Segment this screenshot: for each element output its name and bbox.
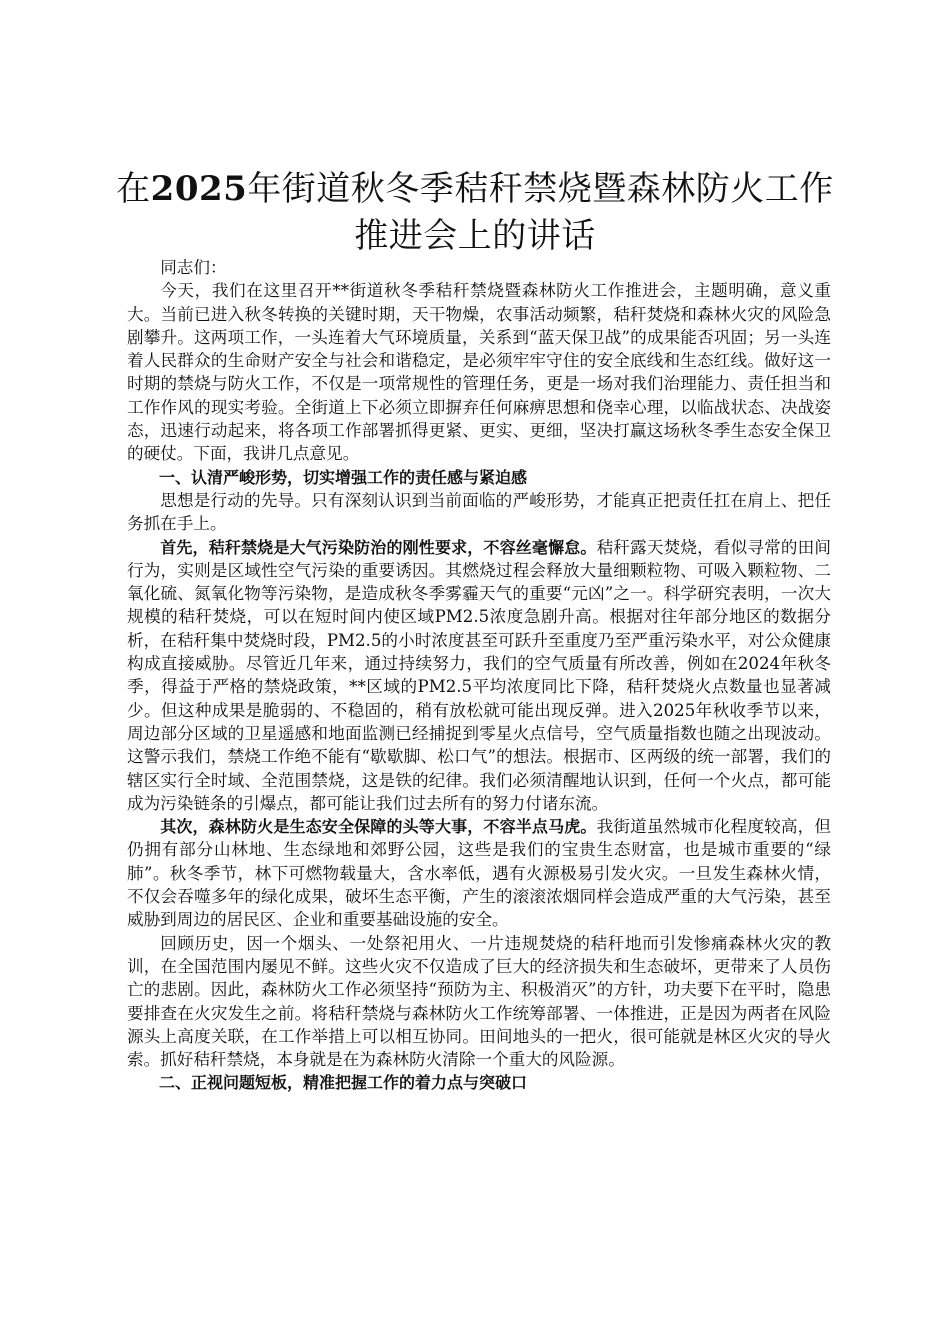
document-title xyxy=(110,166,840,260)
paragraph-2 xyxy=(127,536,831,816)
paragraph-2-lead: 首先，秸秆禁烧是大气污染防治的刚性要求，不容丝毫懈怠。 xyxy=(160,537,597,557)
section-heading-2: 二、正视问题短板，精准把握工作的着力点与突破口 xyxy=(159,1073,528,1093)
section-heading-1: 一、认清严峻形势，切实增强工作的责任感与紧迫感 xyxy=(159,467,528,487)
paragraph-4: 回顾历史，因一个烟头、一处祭祀用火、一片违规焚烧的秸秆地而引发惨痛森林火灾的教训，在全国范围内屡见不鲜。这些火灾不仅造成了巨大的经济损失和生态破坏，更带来了人员伤亡的悲剧。因此，森林防火工作必须坚持“预防为主、积极消灭”的方针，功夫要下在平时，隐患要排查在火灾发生之前。将秸秆禁烧与森林防火工作统筹部署、一体推进，正是因为两者在风险源头上高度关联，在工作举措上可以相互协同。田间地头的一把火，很可能就是林区火灾的导火索。抓好秸秆禁烧，本身就是在为森林防火清除一个重大的风险源。 xyxy=(127,933,831,1070)
paragraph-1: 思想是行动的先导。只有深刻认识到当前面临的严峻形势，才能真正把责任扛在肩上、把任务抓在手上。 xyxy=(127,490,831,534)
paragraph-intro: 今天，我们在这里召开**街道秋冬季秸秆禁烧暨森林防火工作推进会，主题明确，意义重大。当前已进入秋冬转换的关键时期，天干物燥，农事活动频繁，秸秆焚烧和森林火灾的风险急剧攀升。这两项工作，一头连着大气环境质量，关系到“蓝天保卫战”的成果能否巩固；另一头连着人民群众的生命财产安全与社会和谐稳定，是必须牢牢守住的安全底线和生态红线。做好这一时期的禁烧与防火工作，不仅是一项常规性的管理任务，更是一场对我们治理能力、责任担当和工作作风的现实考验。全街道上下必须立即摒弃任何麻痹思想和侥幸心理，以临战状态、决战姿态，迅速行动起来，将各项工作部署抓得更紧、更实、更细，坚决打赢这场秋冬季生态安全保卫的硬仗。下面，我讲几点意见。 xyxy=(127,281,831,464)
paragraph-3-text: 我街道虽然城市化程度较高，但仍拥有部分山林地、生态绿地和郊野公园，这些是我们的宝贵生态财富，也是城市重要的“绿肺”。秋冬季节，林下可燃物载量大，含水率低，遇有火源极易引发火灾。一旦发生森林火情，不仅会吞噬多年的绿化成果，破坏生态平衡，产生的滚滚浓烟同样会造成严重的大气污染，甚至威胁到周边的居民区、企业和重要基础设施的安全。 xyxy=(127,817,831,930)
salutation: 同志们： xyxy=(160,258,227,277)
paragraph-2-text: 秸秆露天焚烧，看似寻常的田间行为，实则是区域性空气污染的重要诱因。其燃烧过程会释放大量细颗粒物、可吸入颗粒物、二氧化硫、氮氧化物等污染物，是造成秋冬季雾霾天气的重要“元凶”之一。科学研究表明，一次大规模的秸秆焚烧，可以在短时间内使区域PM2.5浓度急剧升高。根据对往年部分地区的数据分析，在秸秆集中焚烧时段，PM2.5的小时浓度甚至可跃升至重度乃至严重污染水平，对公众健康构成直接威胁。尽管近几年来，通过持续努力，我们的空气质量有所改善，例如在2024年秋冬季，得益于严格的禁烧政策，**区域的PM2.5平均浓度同比下降，秸秆焚烧火点数量也显著减少。但这种成果是脆弱的、不稳固的，稍有放松就可能出现反弹。进入2025年秋收季节以来，周边部分区域的卫星遥感和地面监测已经捕捉到零星火点信号，空气质量指数也随之出现波动。这警示我们，禁烧工作绝不能有“歇歇脚、松口气”的想法。根据市、区两级的统一部署，我们的辖区实行全时域、全范围禁烧，这是铁的纪律。我们必须清醒地认识到，任何一个火点，都可能成为污染链条的引爆点，都可能让我们过去所有的努力付诸东流。 xyxy=(127,537,831,813)
title-year: 2025 xyxy=(150,169,248,209)
paragraph-3-lead: 其次，森林防火是生态安全保障的头等大事，不容半点马虎。 xyxy=(160,817,597,837)
title-prefix: 在 xyxy=(116,169,151,209)
paragraph-3 xyxy=(127,815,831,931)
title-rest: 年街道秋冬季秸秆禁烧暨森林防火工作推进会上的讲话 xyxy=(247,169,834,256)
document-body xyxy=(127,256,831,1095)
